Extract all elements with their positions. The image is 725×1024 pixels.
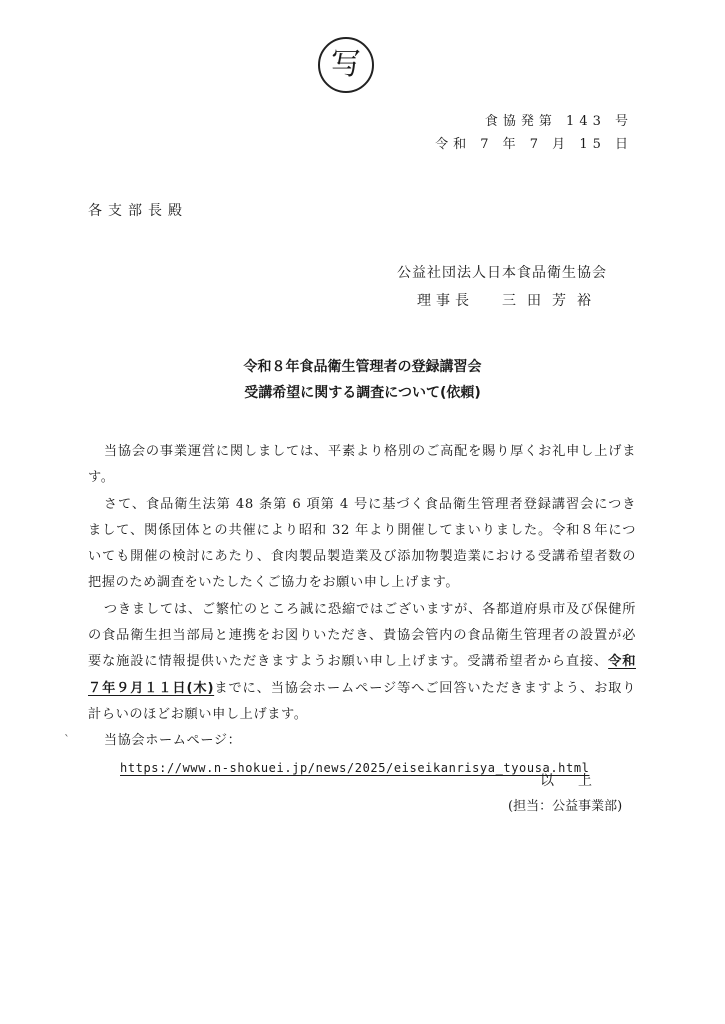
sender-organization: 公益社団法人日本食品衛生協会 [397, 265, 607, 281]
closing-mark: 以上 [540, 773, 616, 789]
addressee: 各支部長殿 [88, 203, 188, 219]
copy-stamp [318, 37, 374, 93]
subject-line-1: 令和８年食品衛生管理者の登録講習会 [243, 359, 482, 375]
paragraph-request [88, 597, 636, 728]
copy-stamp-character: 写 [331, 47, 361, 82]
stray-mark: ` [64, 733, 70, 747]
document-number: 食協発第 143 号 [484, 114, 633, 129]
sender-line [417, 290, 602, 310]
sender-name: 三田芳裕 [502, 293, 602, 309]
subject-line-2: 受講希望に関する調査について(依頼) [244, 385, 481, 401]
paragraph-background: さて、食品衛生法第 48 条第 6 項第 4 号に基づく食品衛生管理者登録講習会につきまして、関係団体との共催により昭和 32 年より開催してまいりました。令和８年についても開催の検討にあたり、食肉製品製造業及び添加物製造業における受講希望者数の把握のため調査をいたしたくご協力をお願い申し上げます。 [88, 496, 636, 591]
letter-body [88, 439, 636, 781]
homepage-link[interactable]: https://www.n-shokuei.jp/news/2025/eiseikanrisya_tyousa.html [120, 760, 590, 775]
homepage-label: 当協会ホームページ： [103, 733, 242, 749]
sender-title: 理事長 [417, 293, 474, 309]
contact-department: (担当：公益事業部) [508, 799, 623, 814]
request-text-after: までに、当協会ホームページ等へご回答いただきますよう、お取り計らいのほどお願い申し上げます。 [88, 680, 637, 722]
response-deadline: 令和７年９月１１日(木) [88, 654, 636, 696]
paragraph-greeting: 当協会の事業運営に関しましては、平素より格別のご高配を賜り厚くお礼申し上げます。 [88, 444, 636, 486]
document-date: 令和 7 年 7 月 15 日 [435, 137, 633, 152]
request-text-before: つきましては、ご繁忙のところ誠に恐縮ではございますが、各都道府県市及び保健所の食品衛生担当部局と連携をお図りいただき、貴協会管内の食品衛生管理者の設置が必要な施設に情報提供いただきますようお願い申し上げます。受講希望者から直接、 [88, 601, 636, 670]
